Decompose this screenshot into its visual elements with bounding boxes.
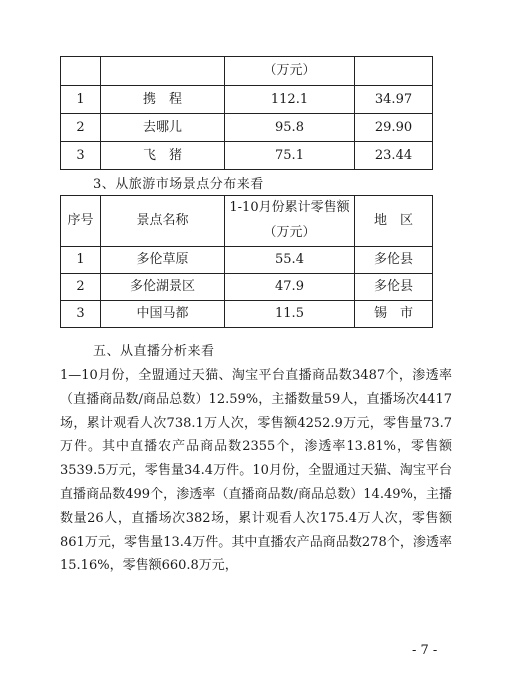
header-region: 地 区 bbox=[355, 196, 433, 247]
sales-value: 55.4 bbox=[225, 247, 355, 274]
header-cell-unit: （万元） bbox=[225, 57, 355, 86]
region: 锡 市 bbox=[355, 301, 433, 328]
header-sales-unit: （万元） bbox=[263, 225, 316, 240]
row-index: 2 bbox=[61, 114, 101, 142]
table-row bbox=[61, 274, 433, 301]
sales-value: 47.9 bbox=[225, 274, 355, 301]
sales-value: 95.8 bbox=[225, 114, 355, 142]
ota-sales-table bbox=[60, 56, 433, 170]
row-index: 3 bbox=[61, 142, 101, 170]
share-value: 23.44 bbox=[355, 142, 433, 170]
header-index: 序号 bbox=[61, 196, 101, 247]
region: 多伦县 bbox=[355, 274, 433, 301]
header-cell bbox=[101, 57, 225, 86]
row-index: 1 bbox=[61, 247, 101, 274]
header-cell bbox=[355, 57, 433, 86]
table-row bbox=[61, 247, 433, 274]
spot-name: 中国马都 bbox=[101, 301, 225, 328]
header-spot-name: 景点名称 bbox=[101, 196, 225, 247]
share-value: 34.97 bbox=[355, 86, 433, 114]
platform-name: 去哪儿 bbox=[101, 114, 225, 142]
table-row bbox=[61, 114, 433, 142]
livestream-paragraph: 1—10月份，全盟通过天猫、淘宝平台直播商品数3487个，渗透率（直播商品数/商品总数）12.59%，主播数量59人，直播场次4417场，累计观看人次738.1万人次，零售额4252.9万元，零售量73.7万件。其中直播农产品商品数2355个，渗透率13.81%，零售额3539.5万元，零售量34.4万件。10月份，全盟通过天猫、淘宝平台直播商品数499个，渗透率（直播商品数/商品总数）14.49%，主播数量26人，直播场次382场，累计观看人次175.4万人次，零售额861万元，零售量13.4万件。其中直播农产品商品数278个，渗透率15.16%，零售额660.8万元， bbox=[60, 368, 452, 574]
table-row bbox=[61, 86, 433, 114]
row-index: 2 bbox=[61, 274, 101, 301]
sales-value: 112.1 bbox=[225, 86, 355, 114]
spot-name: 多伦湖景区 bbox=[101, 274, 225, 301]
row-index: 1 bbox=[61, 86, 101, 114]
platform-name: 飞 猪 bbox=[101, 142, 225, 170]
header-sales-title: 1-10月份累计零售额 bbox=[229, 200, 350, 216]
sales-value: 75.1 bbox=[225, 142, 355, 170]
section-heading-scenic: 3、从旅游市场景点分布来看 bbox=[93, 177, 264, 192]
scenic-spot-table bbox=[60, 195, 433, 328]
table-header-row bbox=[61, 196, 433, 247]
table-header-row bbox=[61, 57, 433, 86]
spot-name: 多伦草原 bbox=[101, 247, 225, 274]
page-number: - 7 - bbox=[412, 643, 438, 658]
share-value: 29.90 bbox=[355, 114, 433, 142]
sales-value: 11.5 bbox=[225, 301, 355, 328]
table-row bbox=[61, 301, 433, 328]
header-sales bbox=[225, 196, 355, 247]
table-row bbox=[61, 142, 433, 170]
header-cell bbox=[61, 57, 101, 86]
region: 多伦县 bbox=[355, 247, 433, 274]
row-index: 3 bbox=[61, 301, 101, 328]
section-heading-livestream: 五、从直播分析来看 bbox=[93, 344, 215, 359]
platform-name: 携 程 bbox=[101, 86, 225, 114]
